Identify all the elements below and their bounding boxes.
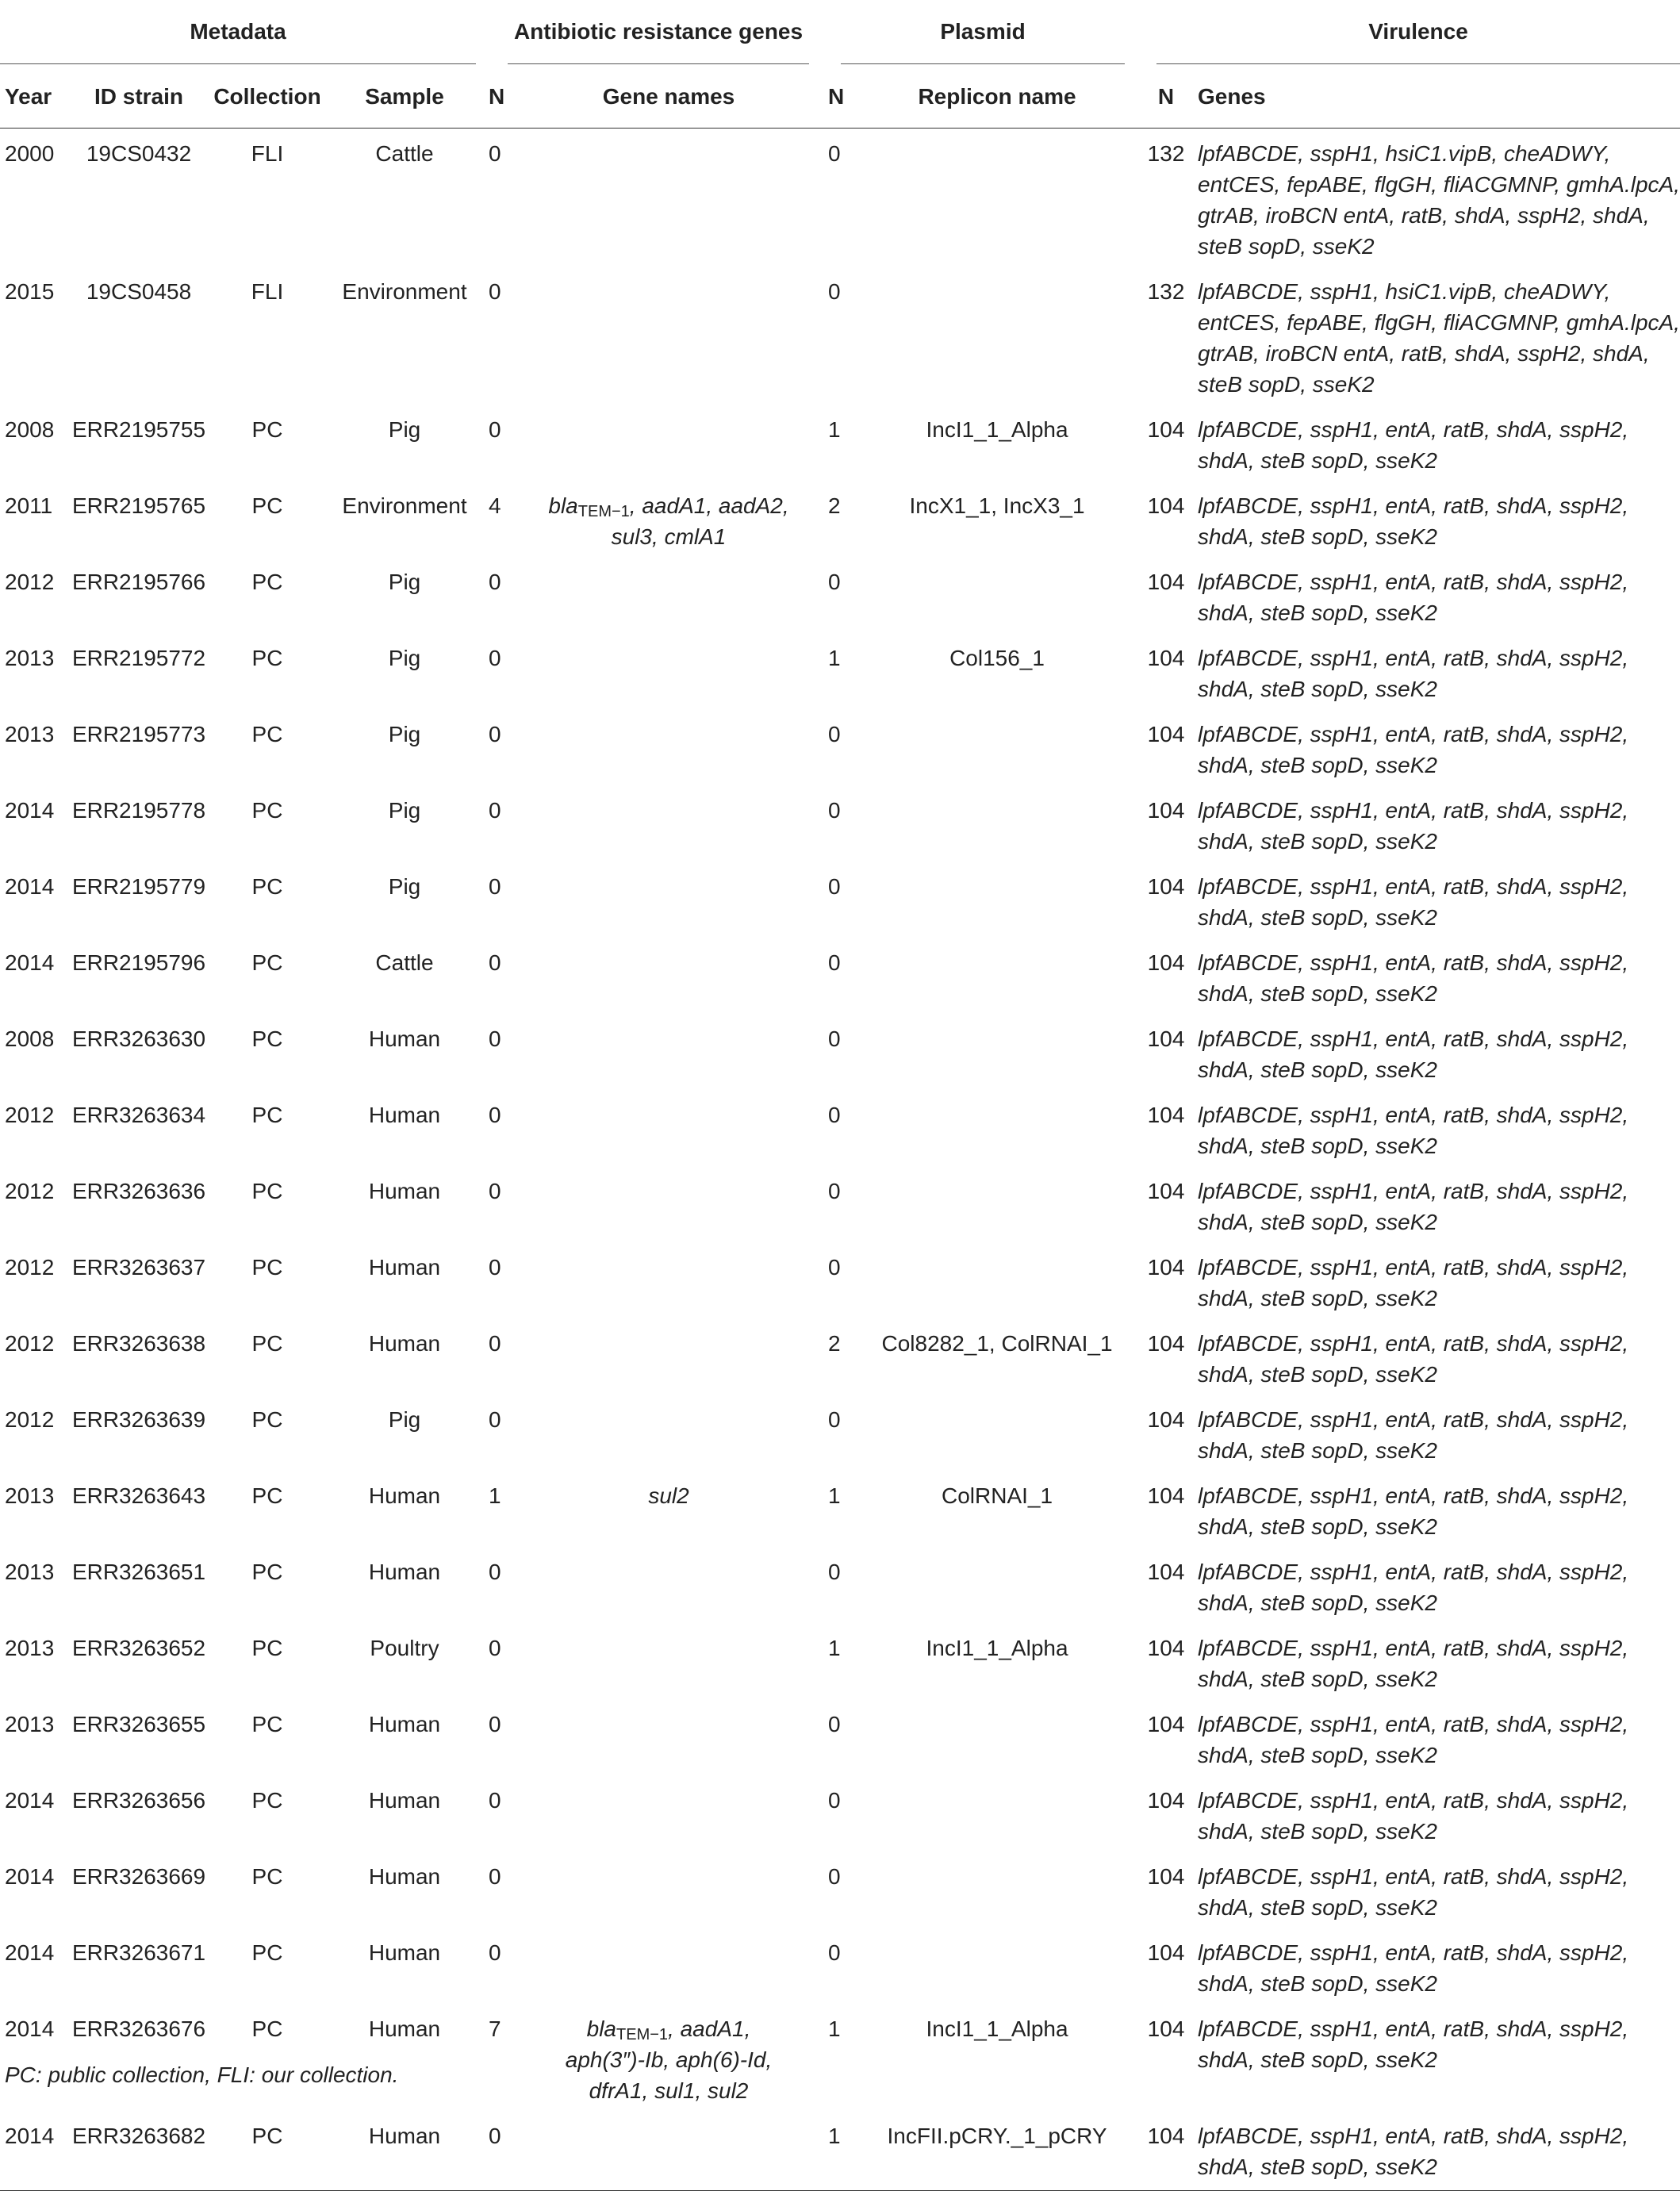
collection-cell: FLI [251,141,284,166]
plasmid-count-cell: 0 [828,1788,841,1813]
plasmid-count-cell: 0 [828,1940,841,1965]
table-row [0,789,1680,865]
sample-cell: Human [368,1483,441,1508]
replicon-name-cell: ColRNAI_1 [941,1483,1053,1508]
collection-cell: PC [251,1331,283,1356]
plasmid-count-cell: 0 [828,1407,841,1432]
col-year: Year [0,64,68,129]
virulence-count-cell: 104 [1147,1636,1185,1660]
table-row [0,408,1680,484]
replicon-name-cell [853,270,1141,408]
collection-cell: PC [251,493,283,518]
virulence-count-cell: 104 [1147,798,1185,823]
gene-names-cell [512,1626,825,1702]
table-footnote: PC: public collection, FLI: our collection. [5,2062,399,2087]
id-strain-cell: ERR2195796 [71,950,206,975]
table-row [0,1017,1680,1093]
sample-cell: Human [368,2016,441,2041]
virulence-genes-cell: lpfABCDE, sspH1, entA, ratB, shdA, sspH2, shdA, steB sopD, sseK2 [1198,1407,1629,1463]
table-row [0,129,1680,271]
amr-count-cell: 0 [489,1255,501,1280]
replicon-name-cell [853,712,1141,789]
plasmid-count-cell: 0 [828,722,841,746]
gene-names-cell [512,560,825,636]
replicon-name-cell [853,1398,1141,1474]
year-cell: 2008 [5,417,55,442]
plasmid-count-cell: 0 [828,279,841,304]
gene-names-cell [512,129,825,271]
sample-cell: Cattle [375,141,434,166]
amr-count-cell: 0 [489,417,501,442]
bla-gene: bla [548,493,578,518]
column-header-row [0,64,1680,129]
col-virulence-n: N [1141,64,1191,129]
amr-count-cell: 0 [489,1179,501,1203]
year-cell: 2012 [5,570,55,594]
gene-names-cell [512,1169,825,1245]
collection-cell: PC [251,1179,283,1203]
col-gene-names: Gene names [512,64,825,129]
year-cell: 2014 [5,1940,55,1965]
gene-names-cell [512,270,825,408]
id-strain-cell: ERR3263676 [71,2016,206,2041]
year-cell: 2014 [5,1788,55,1813]
virulence-genes-cell: lpfABCDE, sspH1, entA, ratB, shdA, sspH2, shdA, steB sopD, sseK2 [1198,950,1629,1006]
plasmid-count-cell: 0 [828,1712,841,1736]
amr-count-cell: 0 [489,1103,501,1127]
gene-names-cell [512,1779,825,1855]
col-replicon-name: Replicon name [853,64,1141,129]
virulence-genes-cell: lpfABCDE, sspH1, entA, ratB, shdA, sspH2, shdA, steB sopD, sseK2 [1198,1103,1629,1158]
amr-count-cell: 4 [489,493,501,518]
id-strain-cell: ERR3263651 [71,1560,206,1584]
replicon-name-cell [853,1702,1141,1779]
replicon-name-cell [853,1779,1141,1855]
virulence-count-cell: 104 [1147,950,1185,975]
gene-names-cell [512,712,825,789]
collection-cell: PC [251,1712,283,1736]
virulence-count-cell: 104 [1147,1712,1185,1736]
virulence-count-cell: 104 [1147,1103,1185,1127]
amr-count-cell: 0 [489,646,501,670]
virulence-genes-cell: lpfABCDE, sspH1, entA, ratB, shdA, sspH2, shdA, steB sopD, sseK2 [1198,1331,1629,1387]
virulence-genes-cell: lpfABCDE, sspH1, entA, ratB, shdA, sspH2, shdA, steB sopD, sseK2 [1198,798,1629,854]
collection-cell: PC [251,646,283,670]
virulence-genes-cell: lpfABCDE, sspH1, entA, ratB, shdA, sspH2, shdA, steB sopD, sseK2 [1198,1483,1629,1539]
virulence-genes-cell: lpfABCDE, sspH1, entA, ratB, shdA, sspH2, shdA, steB sopD, sseK2 [1198,1940,1629,1996]
collection-cell: PC [251,874,283,899]
amr-count-cell: 0 [489,279,501,304]
year-cell: 2014 [5,950,55,975]
gene-names-cell [512,1093,825,1169]
virulence-genes-cell: lpfABCDE, sspH1, entA, ratB, shdA, sspH2, shdA, steB sopD, sseK2 [1198,874,1629,930]
sample-cell: Human [368,1788,441,1813]
plasmid-count-cell: 1 [828,646,841,670]
year-cell: 2014 [5,1864,55,1889]
sample-cell: Pig [388,646,421,670]
virulence-count-cell: 132 [1147,279,1185,304]
sample-cell: Human [325,2114,484,2191]
id-strain-cell: ERR3263637 [71,1255,206,1280]
table-row [0,270,1680,408]
sample-cell: Pig [388,874,421,899]
amr-count-cell: 7 [489,2016,501,2041]
virulence-genes-cell: lpfABCDE, sspH1, entA, ratB, shdA, sspH2, shdA, steB sopD, sseK2 [1198,646,1629,701]
sample-cell: Human [368,1560,441,1584]
sample-cell: Human [368,1712,441,1736]
virulence-count-cell: 104 [1147,1940,1185,1965]
replicon-name-cell [853,1093,1141,1169]
collection-cell: PC [209,2114,325,2191]
virulence-count-cell: 104 [1141,2114,1191,2191]
sample-cell: Poultry [370,1636,439,1660]
sample-cell: Human [368,1940,441,1965]
virulence-count-cell: 104 [1147,1331,1185,1356]
id-strain-cell: ERR2195755 [71,417,206,442]
virulence-count-cell: 104 [1147,417,1185,442]
replicon-name-cell: IncI1_1_Alpha [926,417,1068,442]
sample-cell: Human [368,1864,441,1889]
id-strain-cell: ERR3263652 [71,1636,206,1660]
replicon-name-cell [853,1855,1141,1931]
amr-count-cell: 0 [489,1560,501,1584]
group-plasmid: Plasmid [825,0,1141,64]
plasmid-count-cell: 0 [828,1864,841,1889]
amr-count-cell: 0 [489,1636,501,1660]
virulence-count-cell: 104 [1147,1788,1185,1813]
table-row [0,636,1680,712]
year-cell: 2012 [5,1331,55,1356]
replicon-name-cell [853,789,1141,865]
col-id-strain: ID strain [68,64,209,129]
id-strain-cell: ERR3263682 [68,2114,209,2191]
virulence-count-cell: 104 [1147,570,1185,594]
collection-cell: PC [251,570,283,594]
gene-names-cell [512,1855,825,1931]
id-strain-cell: ERR3263656 [71,1788,206,1813]
plasmid-count-cell: 0 [828,950,841,975]
collection-cell: PC [251,1940,283,1965]
gene-names-cell [512,1931,825,2007]
id-strain-cell: ERR2195766 [71,570,206,594]
virulence-count-cell: 104 [1147,1560,1185,1584]
sample-cell: Human [368,1026,441,1051]
plasmid-count-cell: 0 [828,141,841,166]
bla-subscript: TEM−1 [577,503,630,520]
plasmid-count-cell: 2 [828,493,841,518]
table-row [0,1931,1680,2007]
gene-names-cell [512,1245,825,1322]
table-row [0,1474,1680,1550]
replicon-name-cell [853,1017,1141,1093]
replicon-name-cell [853,941,1141,1017]
replicon-name-cell: IncI1_1_Alpha [926,1636,1068,1660]
virulence-count-cell: 104 [1147,493,1185,518]
id-strain-cell: 19CS0458 [86,279,192,304]
gene-list: , aadA1, aph(3″)-Ib, aph(6)-Id, dfrA1, sul1, sul2 [565,2016,773,2103]
virulence-count-cell: 104 [1147,646,1185,670]
id-strain-cell: ERR3263630 [71,1026,206,1051]
replicon-name-cell: IncFII.pCRY._1_pCRY [853,2114,1141,2191]
table-row [0,941,1680,1017]
virulence-genes-cell: lpfABCDE, sspH1, entA, ratB, shdA, sspH2, shdA, steB sopD, sseK2 [1198,570,1629,625]
collection-cell: PC [251,1255,283,1280]
amr-count-cell: 0 [489,1940,501,1965]
amr-count-cell: 0 [489,570,501,594]
plasmid-count-cell: 1 [828,2016,841,2041]
virulence-genes-cell: lpfABCDE, sspH1, entA, ratB, shdA, sspH2, shdA, steB sopD, sseK2 [1198,1560,1629,1615]
virulence-genes-cell: lpfABCDE, sspH1, entA, ratB, shdA, sspH2, shdA, steB sopD, sseK2 [1198,417,1629,473]
amr-count-cell: 0 [489,1026,501,1051]
table-row [0,1093,1680,1169]
amr-count-cell: 0 [489,722,501,746]
plasmid-count-cell: 0 [828,1026,841,1051]
amr-count-cell: 1 [489,1483,501,1508]
virulence-genes-cell: lpfABCDE, sspH1, entA, ratB, shdA, sspH2, shdA, steB sopD, sseK2 [1198,722,1629,777]
replicon-name-cell [853,1550,1141,1626]
gene-names-cell [512,1550,825,1626]
amr-count-cell: 0 [489,950,501,975]
virulence-genes-cell: lpfABCDE, sspH1, entA, ratB, shdA, sspH2, shdA, steB sopD, sseK2 [1198,1712,1629,1767]
amr-count-cell: 0 [484,2114,512,2191]
table-row [0,560,1680,636]
year-cell: 2012 [5,1179,55,1203]
year-cell: 2011 [5,493,53,518]
id-strain-cell: ERR3263639 [71,1407,206,1432]
gene-names-cell [512,1017,825,1093]
amr-count-cell: 0 [489,141,501,166]
group-metadata: Metadata [0,0,484,64]
year-cell: 2014 [5,874,55,899]
table-row [0,1626,1680,1702]
replicon-name-cell [853,560,1141,636]
virulence-count-cell: 104 [1147,2016,1185,2041]
collection-cell: PC [251,1864,283,1889]
virulence-count-cell: 104 [1147,1179,1185,1203]
table-row [0,1702,1680,1779]
plasmid-count-cell: 0 [828,1560,841,1584]
plasmid-count-cell: 0 [828,798,841,823]
sample-cell: Human [368,1255,441,1280]
gene-names-cell [512,789,825,865]
virulence-count-cell: 104 [1147,1864,1185,1889]
collection-cell: PC [251,950,283,975]
sample-cell: Cattle [375,950,434,975]
id-strain-cell: ERR3263638 [71,1331,206,1356]
plasmid-count-cell: 2 [828,1331,841,1356]
amr-count-cell: 0 [489,1407,501,1432]
collection-cell: PC [251,1483,283,1508]
id-strain-cell: ERR2195778 [71,798,206,823]
replicon-name-cell [853,1169,1141,1245]
virulence-genes-cell: lpfABCDE, sspH1, entA, ratB, shdA, sspH2, shdA, steB sopD, sseK2 [1198,1788,1629,1844]
replicon-name-cell [853,129,1141,271]
replicon-name-cell: Col8282_1, ColRNAI_1 [881,1331,1113,1356]
collection-cell: PC [251,1636,283,1660]
virulence-count-cell: 104 [1147,1483,1185,1508]
year-cell: 2013 [5,1560,55,1584]
id-strain-cell: ERR3263634 [71,1103,206,1127]
year-cell: 2008 [5,1026,55,1051]
table-row [0,1550,1680,1626]
collection-cell: PC [251,798,283,823]
virulence-genes-cell: lpfABCDE, sspH1, hsiC1.vipB, cheADWY, entCES, fepABE, flgGH, fliACGMNP, gmhA.lpcA, gtrAB, iroBCN entA, ratB, shdA, sspH2, shdA, steB sopD, sseK2 [1198,141,1680,259]
amr-count-cell: 0 [489,874,501,899]
gene-names-cell [512,484,825,560]
collection-cell: PC [251,417,283,442]
sample-cell: Human [368,1103,441,1127]
year-cell: 2012 [5,1407,55,1432]
year-cell: 2012 [5,1103,55,1127]
gene-names-cell [512,2114,825,2191]
gene-names-cell: sul2 [648,1483,689,1508]
gene-names-cell [512,408,825,484]
virulence-count-cell: 104 [1147,874,1185,899]
gene-names-cell [512,1398,825,1474]
sample-cell: Pig [388,798,421,823]
col-amr-n: N [484,64,512,129]
year-cell: 2000 [5,141,55,166]
collection-cell: PC [251,1103,283,1127]
collection-cell: PC [251,1560,283,1584]
virulence-count-cell: 104 [1147,1255,1185,1280]
table-row [0,2114,1680,2191]
virulence-count-cell: 104 [1147,722,1185,746]
year-cell: 2014 [5,2016,55,2041]
bla-gene: bla [586,2016,617,2041]
amr-count-cell: 0 [489,798,501,823]
plasmid-count-cell: 0 [828,1179,841,1203]
plasmid-count-cell: 0 [828,570,841,594]
sample-cell: Pig [388,1407,421,1432]
collection-cell: PC [251,1407,283,1432]
sample-cell: Environment [342,279,467,304]
plasmid-count-cell: 1 [825,2114,853,2191]
gene-names-cell [512,636,825,712]
replicon-name-cell [853,1931,1141,2007]
table-row [0,1245,1680,1322]
virulence-genes-cell: lpfABCDE, sspH1, entA, ratB, shdA, sspH2, shdA, steB sopD, sseK2 [1198,493,1629,549]
sample-cell: Human [368,1331,441,1356]
table-row [0,1855,1680,1931]
id-strain-cell: ERR3263655 [71,1712,206,1736]
virulence-genes-cell: lpfABCDE, sspH1, entA, ratB, shdA, sspH2, shdA, steB sopD, sseK2 [1198,1179,1629,1234]
bla-subscript: TEM−1 [616,2026,669,2043]
gene-list: , aadA1, aadA2, sul3, cmlA1 [611,493,789,549]
year-cell: 2013 [5,1636,55,1660]
plasmid-count-cell: 0 [828,1103,841,1127]
year-cell: 2015 [5,279,55,304]
gene-names-cell [512,1702,825,1779]
collection-cell: PC [251,2016,283,2041]
virulence-genes-cell: lpfABCDE, sspH1, hsiC1.vipB, cheADWY, entCES, fepABE, flgGH, fliACGMNP, gmhA.lpcA, gtrAB, iroBCN entA, ratB, shdA, sspH2, shdA, steB sopD, sseK2 [1198,279,1680,397]
amr-count-cell: 0 [489,1331,501,1356]
plasmid-count-cell: 0 [828,874,841,899]
gene-names-cell [512,2007,825,2114]
plasmid-count-cell: 1 [828,1483,841,1508]
collection-cell: PC [251,1788,283,1813]
table-row [0,484,1680,560]
virulence-count-cell: 132 [1147,141,1185,166]
table-body [0,129,1680,2191]
year-cell: 2014 [5,798,55,823]
replicon-name-cell [853,1245,1141,1322]
gene-names-cell [512,865,825,941]
table-row [0,1322,1680,1398]
sample-cell: Human [368,1179,441,1203]
virulence-count-cell: 104 [1147,1407,1185,1432]
table-row [0,2007,1680,2114]
sample-cell: Pig [388,722,421,746]
plasmid-count-cell: 1 [828,1636,841,1660]
id-strain-cell: 19CS0432 [86,141,192,166]
col-sample: Sample [325,64,484,129]
replicon-name-cell: IncX1_1, IncX3_1 [909,493,1085,518]
replicon-name-cell [853,865,1141,941]
col-genes: Genes [1191,64,1680,129]
group-header-row [0,0,1680,64]
collection-cell: PC [251,722,283,746]
year-cell: 2012 [5,1255,55,1280]
year-cell: 2013 [5,1712,55,1736]
col-collection: Collection [209,64,325,129]
table-row [0,1779,1680,1855]
id-strain-cell: ERR3263671 [71,1940,206,1965]
table-row [0,1398,1680,1474]
virulence-genes-cell: lpfABCDE, sspH1, entA, ratB, shdA, sspH2, shdA, steB sopD, sseK2 [1198,1026,1629,1082]
virulence-genes-cell: lpfABCDE, sspH1, entA, ratB, shdA, sspH2, shdA, steB sopD, sseK2 [1198,1255,1629,1310]
group-antibiotic-resistance: Antibiotic resistance genes [484,0,825,64]
virulence-genes-cell: lpfABCDE, sspH1, entA, ratB, shdA, sspH2, shdA, steB sopD, sseK2 [1198,2016,1629,2072]
year-cell: 2013 [5,722,55,746]
table-row [0,712,1680,789]
year-cell: 2013 [5,646,55,670]
amr-count-cell: 0 [489,1864,501,1889]
sample-cell: Environment [342,493,467,518]
gene-names-cell [512,941,825,1017]
virulence-count-cell: 104 [1147,1026,1185,1051]
year-cell: 2013 [5,1483,55,1508]
id-strain-cell: ERR3263636 [71,1179,206,1203]
amr-count-cell: 0 [489,1712,501,1736]
virulence-genes-cell: lpfABCDE, sspH1, entA, ratB, shdA, sspH2, shdA, steB sopD, sseK2 [1198,1864,1629,1920]
year-cell: 2014 [0,2114,68,2191]
replicon-name-cell: IncI1_1_Alpha [926,2016,1068,2041]
collection-cell: FLI [251,279,284,304]
replicon-name-cell: Col156_1 [949,646,1045,670]
id-strain-cell: ERR2195765 [71,493,206,518]
group-virulence: Virulence [1141,0,1680,64]
collection-cell: PC [251,1026,283,1051]
sample-cell: Pig [388,417,421,442]
virulence-genes-cell: lpfABCDE, sspH1, entA, ratB, shdA, sspH2, shdA, steB sopD, sseK2 [1191,2114,1680,2191]
plasmid-count-cell: 0 [828,1255,841,1280]
amr-count-cell: 0 [489,1788,501,1813]
id-strain-cell: ERR3263643 [71,1483,206,1508]
id-strain-cell: ERR2195772 [71,646,206,670]
sample-cell: Pig [388,570,421,594]
id-strain-cell: ERR2195773 [71,722,206,746]
plasmid-count-cell: 1 [828,417,841,442]
virulence-genes-cell: lpfABCDE, sspH1, entA, ratB, shdA, sspH2, shdA, steB sopD, sseK2 [1198,1636,1629,1691]
id-strain-cell: ERR2195779 [71,874,206,899]
gene-names-cell [512,1322,825,1398]
table-row [0,865,1680,941]
col-plasmid-n: N [825,64,853,129]
id-strain-cell: ERR3263669 [71,1864,206,1889]
table-row [0,1169,1680,1245]
